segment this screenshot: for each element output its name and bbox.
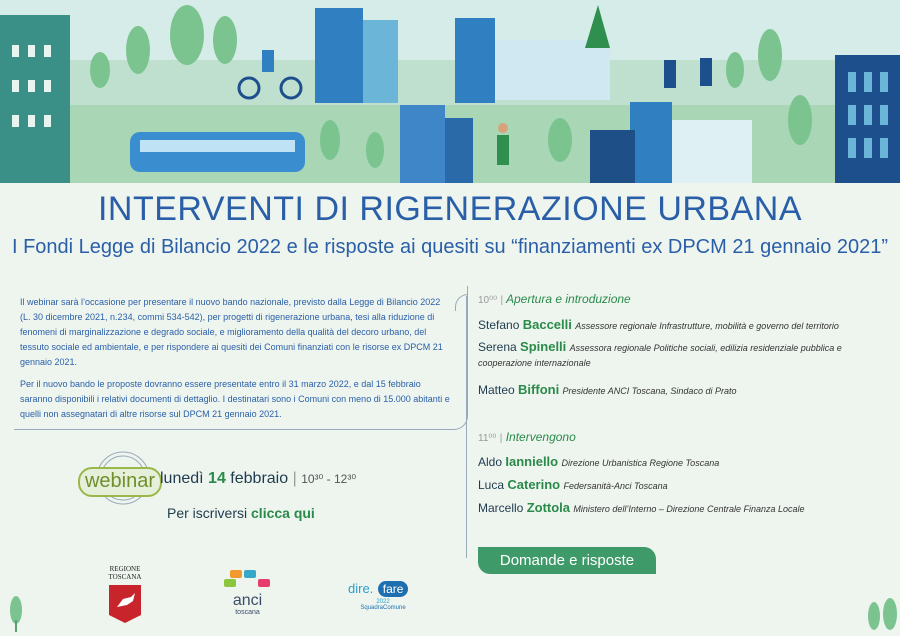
speaker-first-name: Serena <box>478 340 517 354</box>
speaker-first-name: Marcello <box>478 501 524 515</box>
speaker-row <box>478 500 888 515</box>
regione-logo-line2: TOSCANA <box>108 573 142 581</box>
section-opening-label: Apertura e introduzione <box>505 292 631 306</box>
pegasus-shield-icon <box>107 585 143 623</box>
speaker-last-name: Spinelli <box>520 339 567 354</box>
speaker-last-name: Baccelli <box>522 317 572 332</box>
speaker-last-name: Caterino <box>507 477 561 492</box>
event-month: febbraio <box>230 470 289 487</box>
speaker-role: Direzione Urbanistica Regione Toscana <box>561 458 720 468</box>
dire-fare-logo <box>348 580 418 611</box>
regione-toscana-logo <box>100 565 150 628</box>
dire-logo-year: 2022 <box>376 599 390 605</box>
speaker-row <box>478 317 888 332</box>
event-date: lunedì 14 febbraio | 10³⁰ - 12³⁰ <box>160 470 357 487</box>
speaker-row <box>478 340 888 370</box>
section-opening-title: 10⁰⁰ | Apertura e introduzione <box>478 292 631 306</box>
register-line <box>167 505 315 521</box>
anci-logo-subtext: toscana <box>235 609 260 616</box>
speaker-first-name: Stefano <box>478 318 520 332</box>
page-title: INTERVENTI DI RIGENERAZIONE URBANA <box>97 190 803 228</box>
speaker-role: Presidente ANCI Toscana, Sindaco di Prato <box>562 386 737 396</box>
register-label: Per iscriversi <box>167 505 248 521</box>
event-time: 10³⁰ - 12³⁰ <box>301 472 357 486</box>
fare-logo-text: fare <box>378 581 409 597</box>
webinar-badge: webinar <box>78 467 162 497</box>
speaker-row <box>478 477 888 492</box>
speaker-role: Federsanità-Anci Toscana <box>563 481 668 491</box>
event-day: lunedì <box>160 470 204 487</box>
dire-logo-text: dire. <box>348 581 374 596</box>
speaker-first-name: Luca <box>478 478 505 492</box>
register-link[interactable]: clicca qui <box>251 505 315 521</box>
page-subtitle: I Fondi Legge di Bilancio 2022 e le risposte ai quesiti su “finanziamenti ex DPCM 21 gennaio 2021” <box>11 236 889 258</box>
section-speakers-label: Intervengono <box>505 430 576 444</box>
section-speakers-time: 11⁰⁰ <box>478 433 497 444</box>
section-opening-time: 10⁰⁰ <box>478 295 498 306</box>
anci-logo-text: anci <box>232 592 263 609</box>
speaker-row <box>478 382 888 397</box>
hero-illustration <box>0 0 900 183</box>
speaker-role: Assessora regionale Politiche sociali, edilizia residenziale pubblica e cooperazione internazionale <box>478 343 842 368</box>
shrub-icon <box>6 592 26 632</box>
section-speakers-title: 11⁰⁰ | Intervengono <box>478 430 576 444</box>
anci-toscana-logo <box>220 570 275 616</box>
event-date-number: 14 <box>208 470 226 487</box>
speaker-row <box>478 454 888 469</box>
qa-banner: Domande e risposte <box>478 547 656 574</box>
intro-paragraph-2: Per il nuovo bando le proposte dovranno essere presentate entro il 31 marzo 2022, e dal 15 febbraio saranno disponibili i relativi documenti di dettaglio. I destinatari sono i Comuni con meno di 15.000 abitanti e quelli non assegnatari di altre risorse sul DPCM 21 gennaio 2021. <box>20 379 450 419</box>
intro-paragraph-1: Il webinar sarà l’occasione per presentare il nuovo bando nazionale, previsto dalla Legge di Bilancio 2022 (L. 30 dicembre 2021, n.234, commi 534-542), per progetti di rigenerazione urbana, tesi alla riduzione di fenomeni di marginalizzazione e degrado sociale, e miglioramento della qualità del decoro urbano, del tessuto sociale ed ambientale, e per rispondere ai quesiti dei Comuni finanziati con le risorse ex DPCM 21 gennaio 2021. <box>20 297 443 367</box>
intro-text <box>20 295 452 429</box>
program-divider <box>466 296 467 558</box>
speaker-last-name: Biffoni <box>518 382 560 397</box>
dire-logo-subtext: SquadraComune <box>360 605 406 611</box>
speaker-first-name: Matteo <box>478 383 515 397</box>
anci-squares-icon <box>224 570 272 588</box>
webinar-badge-group <box>78 455 168 505</box>
shrub-icon <box>862 596 900 636</box>
speaker-first-name: Aldo <box>478 455 503 469</box>
speaker-last-name: Zottola <box>526 500 571 515</box>
speaker-last-name: Ianniello <box>505 454 559 469</box>
speaker-role: Assessore regionale Infrastrutture, mobilità e governo del territorio <box>575 321 839 331</box>
speaker-role: Ministero dell’Interno – Direzione Centrale Finanza Locale <box>573 504 805 514</box>
regione-logo-line1: REGIONE <box>109 565 141 573</box>
